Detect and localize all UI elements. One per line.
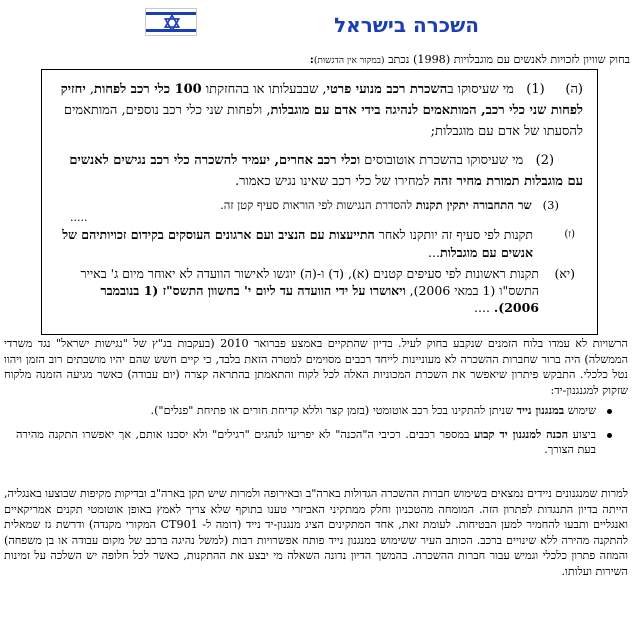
star-of-david-icon <box>163 14 181 32</box>
intro-source-note: (במקור אין הדגשות) <box>313 56 385 66</box>
clause-h-3-number: (3) <box>542 198 559 212</box>
bullet-icon <box>607 433 612 438</box>
clause-bold: 100 כלי רכב לפחות <box>94 82 202 97</box>
intro-line <box>4 52 630 68</box>
clause-text: , ולפחות שני כלי רכב נוספים, המותאמים להסעתו של אדם עם מוגבלות; <box>63 103 583 139</box>
ellipsis: ..... <box>70 211 88 224</box>
list-text: במספר רכבים. רכיבי ה"הכנה" לא יפריעו לנהגים "רגילים" ולא יסכנו אותם, אך יאפשרו התקנה מהירה בעת הצורך. <box>16 427 596 456</box>
list-item <box>16 427 612 458</box>
clause-text: תקנות ראשונות לפי סעיפים קטנים (א), (ד) ו-(ה) יוגשו לאישור הוועדה לא יאוחר מיום ג' באייר התשס"ו (1 במאי 2006), <box>80 266 539 298</box>
clause-bold: שר התחבורה יתקין תקנות <box>415 198 532 212</box>
clause-h-3 <box>52 197 559 213</box>
clause-h-1-number: (1) <box>526 82 545 97</box>
page-title: השכרה בישראל <box>334 13 479 37</box>
law-quote-box <box>41 69 598 335</box>
body-paragraph-2: למרות שמנגנונים ניידים נמצאים בשימוש חברות ההשכרה הגדולות בארה"ב ובאירופה ולמרות שיש תקן בארה"ב ובדיקות מקיפות שבוצעו באנגליה, הייתה בדיון התנגדות לפתרון הזה. המומחה מהטכניון וחלק ממתקיני האביזרי טענו בתוקף שלא צריך לאמץ באופן אוטומטי תקנים אמריקאיים ואנגליים ותבעו להחמיר למען הבטיחות. לעומת זאת, אחד המתקינים הציג מנגנון-יד נייד (דומה ל- CT901 המקורי מקנדה) ודרשת גז שמאלית להתקנה מהירה ללא שינויים ברכב. הכותב העיר ששימוש במנגנון נייד פותח אפשרויות רבות (למשל נהיגה ברכב של מקום עבודה או בן משפחה) והמוזה פתרון כלכלי וגמיש עבור חברות ההשכרה. בהמשך הדיון נדונה השאלה מי יבצע את ההתקנות, כאשר לכל חלופה יש השלכה על זמינות השירות ועלותו. <box>4 487 628 578</box>
clause-h-2 <box>52 150 583 192</box>
list-bold: במנגנון נייד <box>516 403 565 417</box>
clause-bold: יחזיק לפחות שני כלי רכב, המותאמים לנהיגה בידי אדם עם מוגבלות <box>60 82 583 118</box>
clause-z <box>52 226 583 262</box>
list-text: ביצוע <box>568 427 596 441</box>
list-item <box>16 403 612 419</box>
clause-text: תקנות לפי סעיף זה יותקנו לאחר <box>374 227 533 242</box>
clause-bold: השכרת רכב מנועי פרטי <box>326 82 448 97</box>
list-text: שניתן להתקינו בכל רכב אוטומטי (בזמן קצר וללא קדיחת חורים או פתיחת "פנלים"). <box>150 404 517 417</box>
intro-text: בחוק שוויון לזכויות לאנשים עם מוגבלויות (1998) נכתב <box>388 53 630 66</box>
clause-h-label: (ה) <box>565 82 583 97</box>
clause-h-1 <box>52 79 583 142</box>
clause-text: , שבבעלותו או בהחזקתו <box>201 82 327 97</box>
clause-bold: ויאושרו על ידי הוועדה עד ליום י' בחשוון התשס"ז (1 בנובמבר 2006). <box>100 283 539 315</box>
body-paragraph-1: הרשויות לא עמדו בלוח הזמנים שנקבע בחוק לעיל. בדיון שהתקיים באמצע פברואר 2010 (בעקבות בג"ץ של "נגישות ישראל" נגד משרדי הממשלה) היה ברור שחברות ההשכרה לא מעוניינות לייחד רכבים מסוימים למטרה הזאת בלבד, כי קיים חשש שהם יהיו מושבתים רוב הזמן ויהוו נטל כלכלי. התבקש פיתרון שיאפשר את השכרת המכוניות האלה לכל לקוח והתאמתן בהתראה קצרה (יום עבודה) כאשר מגיעה הזמנה מלקוח שזקוק למגנגנון-יד: <box>4 337 628 397</box>
clause-bold: התייעצות עם הנציב ועם ארגונים העוסקים בקידום זכויותיהם של אנשים עם מוגבלות <box>62 227 533 260</box>
clause-ya <box>52 265 583 316</box>
clause-z-label: (ז) <box>564 229 575 240</box>
clause-text: מי שעיסוקו בהשכרת אוטובוסים <box>360 153 524 168</box>
clause-text: , <box>85 82 95 97</box>
header <box>0 4 634 40</box>
intro-colon: : <box>309 52 314 66</box>
israel-flag-icon <box>145 8 197 36</box>
clause-bold: וכלי רכב אחרים, יעמיד להשכרה כלי רכב נגישים לאנשים עם מוגבלות תמורת מחיר זהה <box>69 153 583 189</box>
clause-text: למחירו של כלי רכב שאינו נגיש כאמור. <box>234 174 434 189</box>
clause-text: להסדרת הנגישות לפי הוראות סעיף קטן זה. <box>220 198 416 212</box>
solutions-list <box>16 403 612 466</box>
clause-text: מי שעיסוקו ב <box>447 82 514 97</box>
list-bold: הכנה למנגנון יד קבוע <box>473 426 569 441</box>
bullet-icon <box>607 409 612 414</box>
clause-text: .... <box>474 300 494 315</box>
clause-h-2-number: (2) <box>535 153 555 168</box>
list-text: שימוש <box>564 404 596 417</box>
clause-ya-label: (יא) <box>554 266 575 281</box>
clause-text: ... <box>428 245 440 260</box>
